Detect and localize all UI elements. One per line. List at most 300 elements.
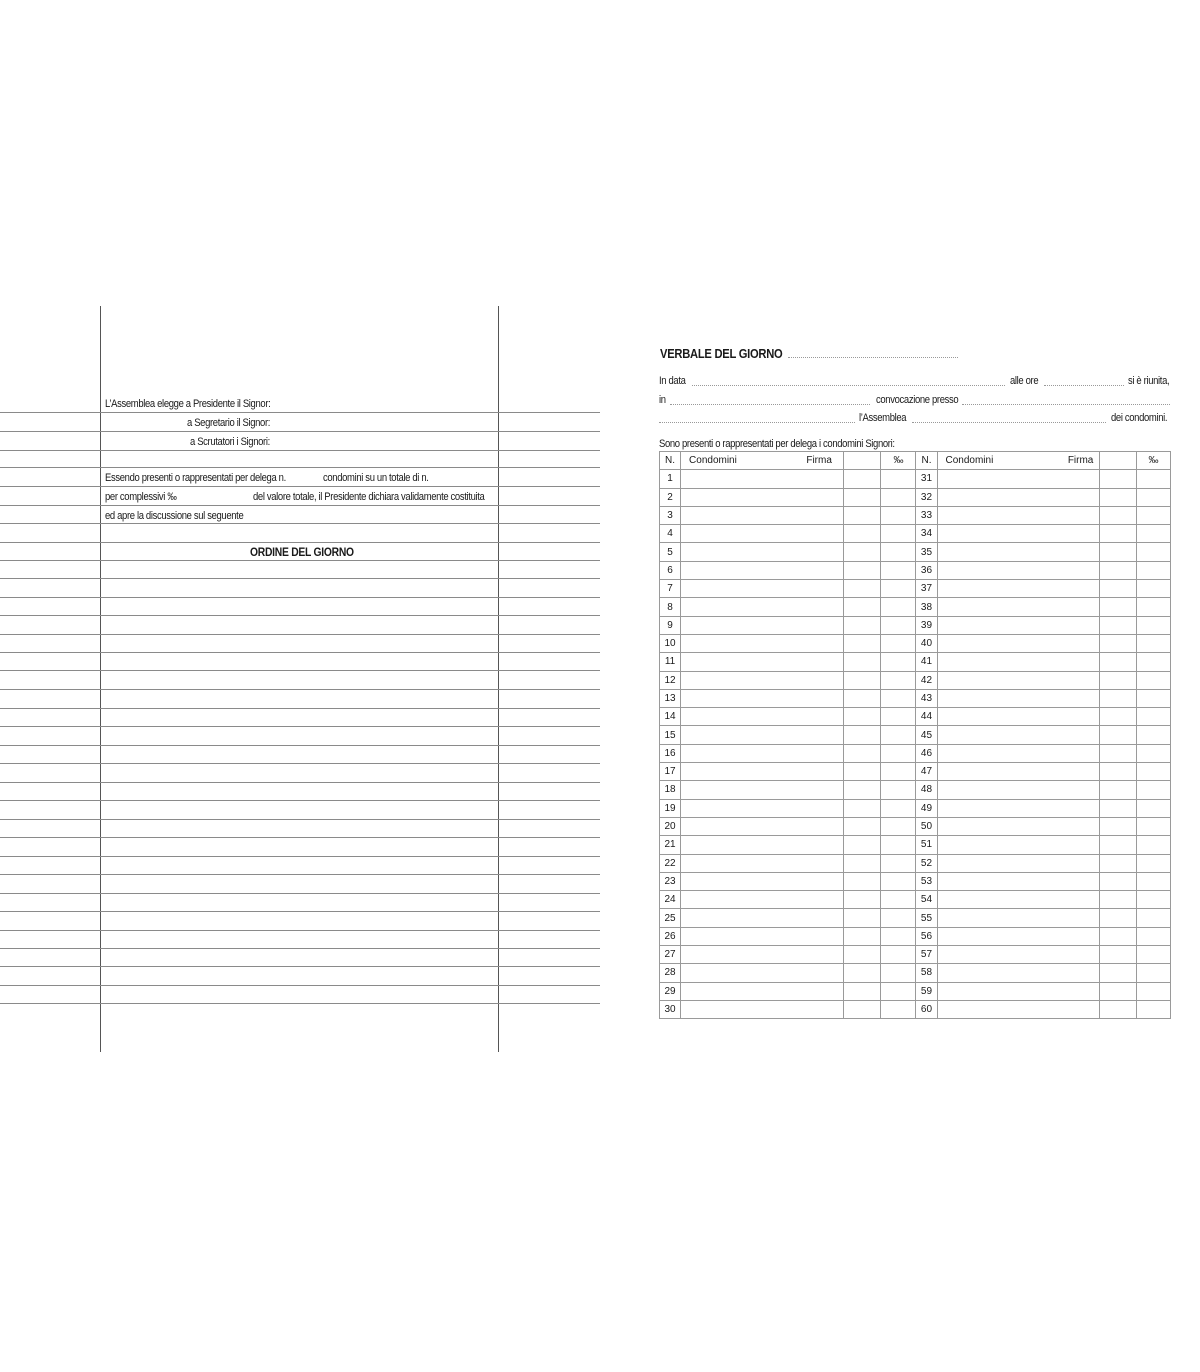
signature-cell[interactable] [844,946,881,964]
table-row [660,872,1171,890]
right-margin-line [498,306,499,1052]
row-number: 38 [916,598,937,616]
signature-cell[interactable] [1099,598,1136,616]
signature-cell[interactable] [844,561,881,579]
permille-cell[interactable] [1136,488,1170,506]
owner-cell[interactable] [681,598,844,616]
row-number: 24 [660,891,681,909]
signature-cell[interactable] [844,744,881,762]
row-number: 8 [660,598,681,616]
table-row [660,525,1171,543]
permille-cell[interactable] [1136,598,1170,616]
permille-cell[interactable] [1136,561,1170,579]
ruled-line [0,486,600,487]
row-number: 57 [916,946,937,964]
row-number: 2 [660,488,681,506]
owner-cell[interactable] [937,616,1099,634]
signature-cell[interactable] [1099,799,1136,817]
secretary-label: a Segretario il Signor: [187,417,271,429]
row-number: 30 [660,1000,681,1018]
permille-cell[interactable] [1136,909,1170,927]
gathered-label: si è riunita, [1128,375,1170,387]
signature-cell[interactable] [1099,561,1136,579]
signature-cell[interactable] [844,854,881,872]
owner-cell[interactable] [937,964,1099,982]
convocation-label: convocazione presso [876,394,959,406]
owner-cell[interactable] [681,836,844,854]
row-number: 19 [660,799,681,817]
owner-cell[interactable] [937,817,1099,835]
signature-cell[interactable] [1099,543,1136,561]
owner-cell[interactable] [937,763,1099,781]
row-number: 23 [660,872,681,890]
owner-cell[interactable] [681,982,844,1000]
number-header: N. [660,452,681,470]
permille-cell[interactable] [881,946,916,964]
row-number: 55 [916,909,937,927]
owners-label: dei condomini. [1111,412,1168,424]
owner-cell[interactable] [681,946,844,964]
permille-cell[interactable] [1136,763,1170,781]
owner-cell[interactable] [681,726,844,744]
table-row [660,909,1171,927]
permille-cell[interactable] [1136,653,1170,671]
owner-cell[interactable] [937,689,1099,707]
signature-cell[interactable] [1099,689,1136,707]
permille-cell[interactable] [881,634,916,652]
table-row [660,488,1171,506]
row-number: 40 [916,634,937,652]
owner-cell[interactable] [681,1000,844,1018]
owner-cell[interactable] [937,561,1099,579]
permille-cell[interactable] [1136,689,1170,707]
ruled-line [0,542,600,543]
row-number: 14 [660,708,681,726]
ruled-line [0,800,600,801]
owners-header-2: Condomini [937,452,1099,470]
signature-cell[interactable] [1099,470,1136,488]
signature-cell[interactable] [1099,506,1136,524]
owner-cell[interactable] [937,872,1099,890]
signature-cell[interactable] [1099,671,1136,689]
ruled-line [0,412,600,413]
signature-cell[interactable] [1099,927,1136,945]
signature-cell[interactable] [1099,744,1136,762]
signature-cell[interactable] [844,616,881,634]
signature-cell[interactable] [844,726,881,744]
permille-cell[interactable] [881,543,916,561]
minutes-title: VERBALE DEL GIORNO [660,346,783,361]
signature-cell[interactable] [844,982,881,1000]
owner-cell[interactable] [937,506,1099,524]
permille-cell[interactable] [881,891,916,909]
owner-cell[interactable] [937,653,1099,671]
table-row [660,799,1171,817]
row-number: 9 [660,616,681,634]
table-row [660,708,1171,726]
date-label: In data [659,375,686,387]
signature-cell[interactable] [844,689,881,707]
signature-cell[interactable] [844,763,881,781]
row-number: 27 [660,946,681,964]
ruled-line [0,837,600,838]
ruled-line [0,708,600,709]
owner-cell[interactable] [681,781,844,799]
row-number: 32 [916,488,937,506]
owner-cell[interactable] [681,854,844,872]
row-number: 56 [916,927,937,945]
owners-header: Condomini [681,452,844,470]
signature-cell[interactable] [844,817,881,835]
attendance-table [659,451,1171,1019]
owner-cell[interactable] [681,653,844,671]
signature-cell[interactable] [1099,946,1136,964]
row-number: 41 [916,653,937,671]
signature-cell[interactable] [844,470,881,488]
row-number: 26 [660,927,681,945]
permille-cell[interactable] [1136,799,1170,817]
table-row [660,543,1171,561]
permille-cell[interactable] [1136,836,1170,854]
row-number: 7 [660,580,681,598]
permille-cell[interactable] [1136,1000,1170,1018]
owner-cell[interactable] [681,763,844,781]
permille-cell[interactable] [881,708,916,726]
row-number: 49 [916,799,937,817]
signature-cell[interactable] [1099,964,1136,982]
row-number: 58 [916,964,937,982]
table-row [660,470,1171,488]
permille-cell[interactable] [881,598,916,616]
row-number: 51 [916,836,937,854]
owner-cell[interactable] [937,982,1099,1000]
ruled-line [0,467,600,468]
row-number: 59 [916,982,937,1000]
assembly-label: l’Assemblea [859,412,907,424]
signature-cell[interactable] [844,964,881,982]
time-field-line [1044,385,1124,386]
owner-cell[interactable] [937,543,1099,561]
owner-cell[interactable] [681,927,844,945]
owner-cell[interactable] [937,836,1099,854]
signature-cell[interactable] [1099,781,1136,799]
signature-cell[interactable] [1099,817,1136,835]
signature-cell[interactable] [1099,836,1136,854]
signature-cell[interactable] [1099,872,1136,890]
row-number: 6 [660,561,681,579]
ruled-line [0,966,600,967]
row-number: 15 [660,726,681,744]
signature-cell[interactable] [844,488,881,506]
owner-cell[interactable] [937,891,1099,909]
table-row [660,616,1171,634]
permille-cell[interactable] [881,580,916,598]
signature-cell[interactable] [1099,891,1136,909]
owner-cell[interactable] [937,927,1099,945]
table-row [660,653,1171,671]
ruled-line [0,560,600,561]
row-number: 54 [916,891,937,909]
ruled-line [0,985,600,986]
permille-cell[interactable] [1136,891,1170,909]
permille-cell[interactable] [1136,854,1170,872]
signature-cell[interactable] [844,506,881,524]
owner-cell[interactable] [681,689,844,707]
row-number: 53 [916,872,937,890]
permille-cell[interactable] [881,763,916,781]
table-row [660,854,1171,872]
permille-cell[interactable] [1136,671,1170,689]
row-number: 25 [660,909,681,927]
number-header-2: N. [916,452,937,470]
table-row [660,891,1171,909]
table-row [660,671,1171,689]
ruled-line [0,856,600,857]
permille-cell[interactable] [881,872,916,890]
signature-cell[interactable] [844,909,881,927]
owner-cell[interactable] [937,854,1099,872]
owner-cell[interactable] [937,799,1099,817]
permille-cell[interactable] [881,964,916,982]
convocation-field-line [670,404,870,405]
permille-cell[interactable] [1136,616,1170,634]
owner-cell[interactable] [681,671,844,689]
permille-cell[interactable] [881,561,916,579]
owner-cell[interactable] [937,488,1099,506]
row-number: 48 [916,781,937,799]
table-row [660,964,1171,982]
permille-cell[interactable] [881,781,916,799]
ruled-line [0,431,600,432]
owner-cell[interactable] [681,799,844,817]
owner-cell[interactable] [937,598,1099,616]
permille-cell[interactable] [881,726,916,744]
owner-cell[interactable] [937,909,1099,927]
ruled-line [0,874,600,875]
ruled-line [0,523,600,524]
signature-cell[interactable] [844,872,881,890]
owner-cell[interactable] [681,488,844,506]
permille-cell[interactable] [1136,744,1170,762]
permille-cell[interactable] [881,836,916,854]
row-number: 42 [916,671,937,689]
permille-cell[interactable] [1136,982,1170,1000]
ruled-line [0,670,600,671]
permille-cell[interactable] [1136,708,1170,726]
owner-cell[interactable] [681,616,844,634]
table-row [660,927,1171,945]
row-number: 44 [916,708,937,726]
signature-cell[interactable] [844,708,881,726]
signature-cell[interactable] [1099,1000,1136,1018]
permille-cell[interactable] [881,653,916,671]
ruled-line [0,911,600,912]
row-number: 34 [916,525,937,543]
ruled-line [0,1003,600,1004]
owner-cell[interactable] [681,708,844,726]
signature-cell[interactable] [844,580,881,598]
owner-cell[interactable] [937,708,1099,726]
signature-cell[interactable] [1099,763,1136,781]
table-row [660,744,1171,762]
permille-cell[interactable] [1136,726,1170,744]
permille-cell[interactable] [881,689,916,707]
quorum-text-2b: del valore totale, il Presidente dichiara validamente costituita [253,491,485,503]
signature-cell[interactable] [1099,525,1136,543]
permille-cell[interactable] [881,982,916,1000]
permille-cell[interactable] [1136,946,1170,964]
signature-cell[interactable] [1099,616,1136,634]
table-row [660,1000,1171,1018]
signature-cell[interactable] [844,799,881,817]
row-number: 37 [916,580,937,598]
ruled-line [0,893,600,894]
ruled-line [0,450,600,451]
signature-cell[interactable] [844,1000,881,1018]
signature-cell[interactable] [844,891,881,909]
owner-cell[interactable] [937,726,1099,744]
owner-cell[interactable] [937,580,1099,598]
permille-cell[interactable] [1136,817,1170,835]
table-row [660,817,1171,835]
permille-cell[interactable] [881,616,916,634]
permille-cell[interactable] [881,1000,916,1018]
permille-cell[interactable] [881,525,916,543]
signature-cell[interactable] [844,543,881,561]
permille-cell[interactable] [1136,964,1170,982]
table-row [660,726,1171,744]
signature-cell[interactable] [844,525,881,543]
permille-cell[interactable] [881,506,916,524]
quorum-text-2a: per complessivi ‰ [105,491,177,503]
permille-cell[interactable] [881,744,916,762]
ruled-line [0,578,600,579]
owner-cell[interactable] [937,470,1099,488]
signature-cell[interactable] [1099,854,1136,872]
owner-cell[interactable] [681,525,844,543]
signature-cell[interactable] [1099,726,1136,744]
signature-cell[interactable] [844,634,881,652]
owner-cell[interactable] [937,634,1099,652]
permille-cell[interactable] [1136,927,1170,945]
table-row [660,946,1171,964]
signature-cell[interactable] [844,781,881,799]
ruled-line [0,948,600,949]
permille-cell[interactable] [1136,470,1170,488]
ruled-line [0,819,600,820]
owner-cell[interactable] [937,1000,1099,1018]
owner-cell[interactable] [681,543,844,561]
permille-cell[interactable] [881,799,916,817]
table-row [660,689,1171,707]
permille-cell[interactable] [1136,634,1170,652]
signature-cell[interactable] [844,653,881,671]
table-row [660,506,1171,524]
row-number: 45 [916,726,937,744]
row-number: 22 [660,854,681,872]
owner-cell[interactable] [681,634,844,652]
signature-cell[interactable] [1099,909,1136,927]
signature-cell[interactable] [844,927,881,945]
row-number: 13 [660,689,681,707]
owner-cell[interactable] [681,964,844,982]
signature-cell[interactable] [1099,982,1136,1000]
owner-cell[interactable] [681,891,844,909]
table-row [660,763,1171,781]
ruled-line [0,634,600,635]
permille-cell[interactable] [881,909,916,927]
owner-cell[interactable] [937,781,1099,799]
date-field-line [692,385,1005,386]
row-number: 31 [916,470,937,488]
owner-cell[interactable] [937,946,1099,964]
permille-cell[interactable] [1136,525,1170,543]
permille-cell[interactable] [881,488,916,506]
quorum-text-3: ed apre la discussione sul seguente [105,510,244,522]
table-header-row [660,452,1171,470]
permille-cell[interactable] [881,927,916,945]
in-label: in [659,394,666,406]
signature-cell[interactable] [1099,708,1136,726]
row-number: 11 [660,653,681,671]
signature-header-2: Firma [1067,452,1104,470]
permille-cell[interactable] [1136,781,1170,799]
signature-cell[interactable] [844,836,881,854]
row-number: 16 [660,744,681,762]
ruled-line [0,745,600,746]
permille-cell[interactable] [1136,580,1170,598]
owner-cell[interactable] [937,744,1099,762]
table-row [660,561,1171,579]
owner-cell[interactable] [937,525,1099,543]
row-number: 43 [916,689,937,707]
table-row [660,982,1171,1000]
signature-cell[interactable] [844,598,881,616]
permille-cell[interactable] [881,854,916,872]
owner-cell[interactable] [937,671,1099,689]
permille-cell[interactable] [1136,506,1170,524]
signature-cell[interactable] [844,671,881,689]
owner-cell[interactable] [681,580,844,598]
signature-cell[interactable] [1099,634,1136,652]
permille-cell[interactable] [881,470,916,488]
signature-cell[interactable] [1099,653,1136,671]
ruled-line [0,763,600,764]
ruled-line [0,689,600,690]
table-row [660,598,1171,616]
permille-cell[interactable] [881,817,916,835]
owner-cell[interactable] [681,744,844,762]
quorum-text-1b: condomini su un totale di n. [323,472,429,484]
permille-cell[interactable] [881,671,916,689]
owner-cell[interactable] [681,817,844,835]
permille-cell[interactable] [1136,872,1170,890]
quorum-text-1a: Essendo presenti o rappresentati per delega n. [105,472,286,484]
owner-cell[interactable] [681,872,844,890]
table-row [660,836,1171,854]
owner-cell[interactable] [681,909,844,927]
row-number: 46 [916,744,937,762]
permille-cell[interactable] [1136,543,1170,561]
left-margin-line [100,306,101,1052]
owner-cell[interactable] [681,561,844,579]
signature-cell[interactable] [1099,580,1136,598]
row-number: 1 [660,470,681,488]
owner-cell[interactable] [681,470,844,488]
signature-cell[interactable] [1099,488,1136,506]
row-number: 39 [916,616,937,634]
owner-cell[interactable] [681,506,844,524]
